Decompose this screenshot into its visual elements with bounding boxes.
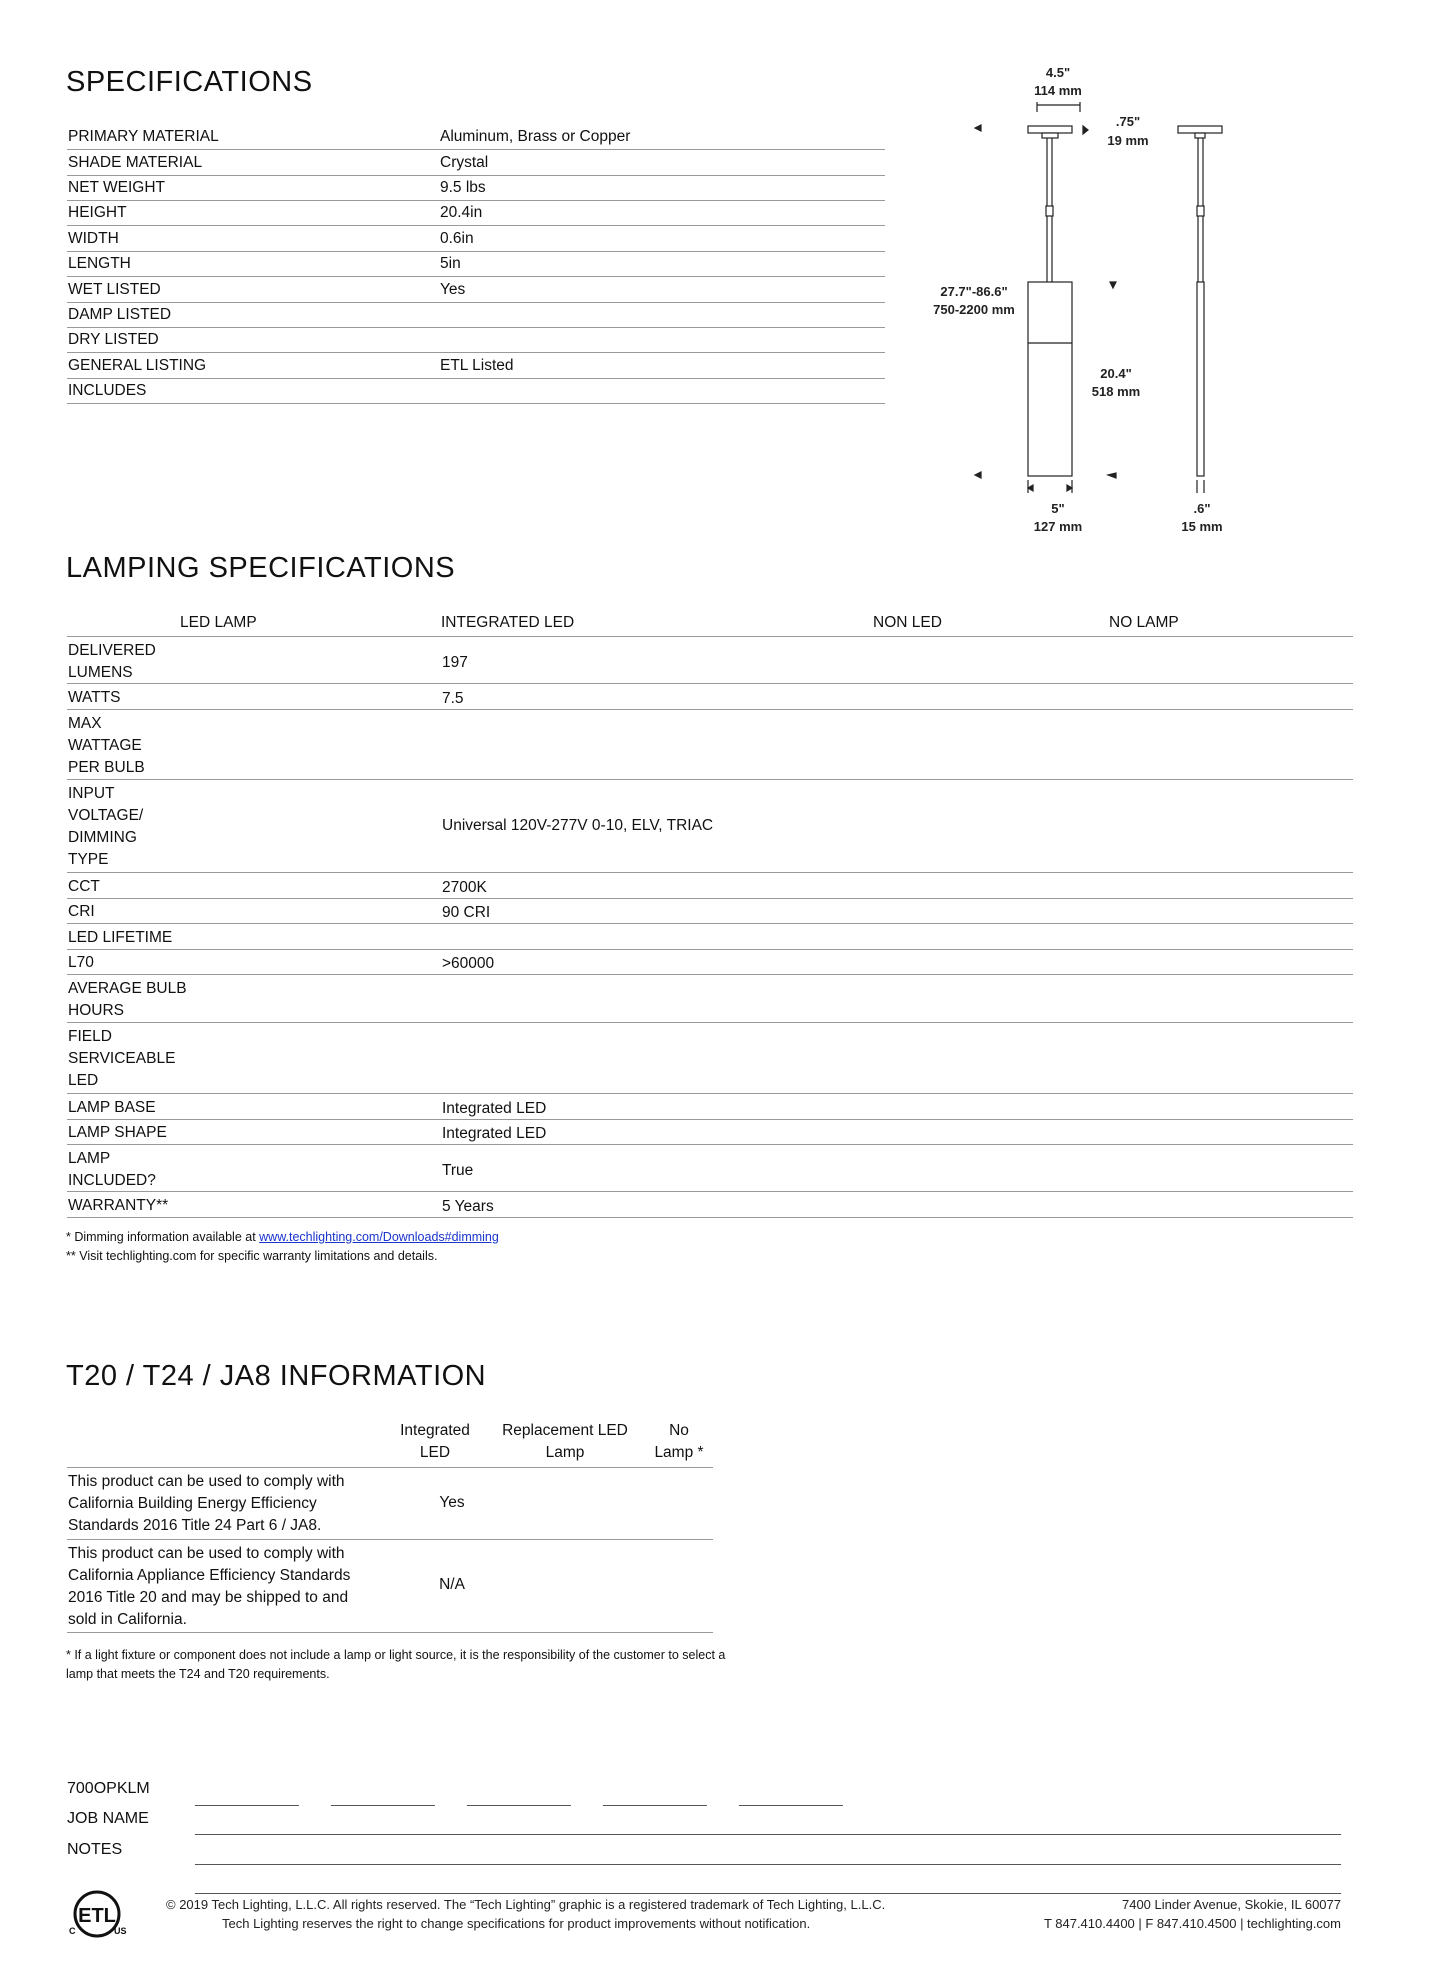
spec-label: LENGTH: [68, 255, 131, 272]
spec-row: [67, 277, 885, 303]
dimming-note: [66, 1230, 499, 1244]
overall-length-in: 27.7"-86.6": [940, 284, 1008, 299]
canopy-height-in: .75": [1115, 114, 1141, 129]
lamping-value: Universal 120V-277V 0-10, ELV, TRIAC: [442, 817, 714, 834]
lamping-row: [67, 637, 1353, 684]
lamping-row: [67, 1145, 1353, 1192]
etl-logo-mark: ETL: [78, 1905, 116, 1927]
part-number-field[interactable]: [603, 1805, 707, 1806]
lamping-header-led-lamp: LED LAMP: [180, 614, 257, 631]
body-width-in: 5": [1051, 501, 1065, 516]
pendant-body: [1028, 282, 1072, 476]
spec-row: [67, 226, 885, 252]
spec-label: GENERAL LISTING: [68, 357, 207, 374]
lamping-row: [67, 780, 1353, 873]
lamping-label: WATTS: [68, 689, 121, 706]
spec-row: [67, 327, 885, 353]
lamping-label: AVERAGE BULB HOURS: [68, 980, 187, 1019]
lamping-row: [67, 710, 1353, 780]
lamping-value: 90 CRI: [442, 904, 491, 921]
spec-value: 0.6in: [440, 230, 474, 247]
lamping-row: [67, 1119, 1353, 1145]
t20-row: [67, 1540, 713, 1633]
spec-value: 20.4in: [440, 204, 483, 221]
part-number-field[interactable]: [467, 1805, 571, 1806]
lamping-header-integrated-led: INTEGRATED LED: [441, 614, 575, 631]
body-depth-in: .6": [1193, 501, 1211, 516]
t20-header-integrated-led: Integrated LED: [400, 1422, 470, 1461]
lamping-row: [67, 1192, 1353, 1218]
body-height-in: 20.4": [1100, 366, 1132, 381]
t20-row-value: N/A: [439, 1576, 465, 1593]
etl-logo-us: US: [114, 1926, 127, 1936]
canopy-width-in: 4.5": [1045, 65, 1071, 80]
lamping-label: DELIVERED LUMENS: [68, 642, 156, 681]
spec-label: HEIGHT: [68, 204, 127, 221]
canopy-side: [1178, 126, 1222, 133]
lamping-label: WARRANTY**: [68, 1197, 169, 1214]
lamping-header-non-led: NON LED: [873, 614, 942, 631]
lamping-label: MAX WATTAGE PER BULB: [68, 715, 145, 776]
dimming-link[interactable]: www.techlighting.com/Downloads#dimming: [259, 1230, 499, 1244]
job-name-field[interactable]: [195, 1834, 1341, 1835]
lamping-label: LAMP BASE: [68, 1099, 156, 1116]
spec-row: [67, 200, 885, 226]
footer-rights: Tech Lighting reserves the right to change specifications for product improvements without notification.: [222, 1916, 811, 1931]
lamping-row: [67, 1094, 1353, 1120]
etl-logo-c: C: [69, 1926, 76, 1936]
lamping-row: [67, 949, 1353, 975]
lamping-row: [67, 873, 1353, 899]
lamping-label: L70: [68, 954, 94, 971]
lamping-row: [67, 1023, 1353, 1094]
lamping-value: Integrated LED: [442, 1125, 547, 1142]
spec-label: WIDTH: [68, 230, 119, 247]
spec-label: WET LISTED: [68, 281, 161, 298]
lamping-value: 7.5: [442, 690, 464, 707]
t20-row-value: Yes: [439, 1494, 465, 1511]
lamping-label: LAMP SHAPE: [68, 1124, 167, 1141]
t20-row-label: This product can be used to comply with California Building Energy Efficiency Standards 2016 Title 24 Part 6 / JA8.: [68, 1473, 345, 1534]
spec-row: [67, 150, 885, 176]
t20-header-replacement-led: Replacement LED Lamp: [502, 1422, 628, 1461]
t20-title: T20 / T24 / JA8 INFORMATION: [66, 1360, 487, 1392]
spec-label: INCLUDES: [68, 382, 147, 399]
lamping-label: CCT: [68, 878, 100, 895]
lamping-row: [67, 898, 1353, 924]
spec-value: 9.5 lbs: [440, 179, 486, 196]
t20-note: * If a light fixture or component does not include a lamp or light source, it is the responsibility of the customer to select a lamp that meets the T24 and T20 requirements.: [66, 1648, 726, 1681]
lamping-label: CRI: [68, 903, 95, 920]
spec-row: [67, 175, 885, 201]
dimension-diagram: [920, 60, 1240, 550]
lamping-header-no-lamp: NO LAMP: [1109, 614, 1179, 631]
spec-row: [67, 378, 885, 404]
body-height-mm: 518 mm: [1091, 384, 1141, 399]
dimming-note-text: * Dimming information available at: [66, 1230, 260, 1244]
footer-address: 7400 Linder Avenue, Skokie, IL 60077: [1121, 1897, 1341, 1912]
spec-row: [67, 124, 885, 150]
spec-label: DRY LISTED: [68, 331, 159, 348]
lamping-label: FIELD SERVICEABLE LED: [68, 1028, 176, 1089]
part-number-field[interactable]: [195, 1805, 299, 1806]
spec-label: NET WEIGHT: [68, 179, 166, 196]
footer-contact: T 847.410.4400 | F 847.410.4500 | techlighting.com: [1043, 1916, 1341, 1931]
canopy: [1028, 126, 1072, 133]
etl-listed-logo: [66, 1888, 128, 1940]
body-depth-mm: 15 mm: [1181, 519, 1223, 534]
spec-row: [67, 251, 885, 277]
lamping-row: [67, 975, 1353, 1023]
spec-value: ETL Listed: [440, 357, 514, 374]
part-number-field[interactable]: [331, 1805, 435, 1806]
spec-row: [67, 302, 885, 328]
body-width-mm: 127 mm: [1033, 519, 1083, 534]
spec-row: [67, 353, 885, 379]
lamping-value: 197: [442, 654, 468, 671]
spec-label: PRIMARY MATERIAL: [68, 128, 219, 145]
part-number-field[interactable]: [739, 1805, 843, 1806]
lamping-row: [67, 924, 1353, 950]
part-number: 700OPKLM: [67, 1780, 150, 1797]
canopy-height-mm: 19 mm: [1107, 133, 1149, 148]
spec-label: SHADE MATERIAL: [68, 154, 203, 171]
lamping-title: LAMPING SPECIFICATIONS: [66, 552, 456, 584]
canopy-width-mm: 114 mm: [1034, 83, 1082, 98]
notes-field[interactable]: [195, 1864, 1341, 1865]
lamping-value: True: [442, 1162, 474, 1179]
overall-length-mm: 750-2200 mm: [933, 302, 1015, 317]
notes-label: NOTES: [67, 1841, 123, 1858]
warranty-note: ** Visit techlighting.com for specific warranty limitations and details.: [66, 1249, 438, 1263]
lamping-value: >60000: [442, 955, 495, 972]
body-side: [1197, 282, 1204, 476]
spec-value: Aluminum, Brass or Copper: [440, 128, 631, 145]
job-name-label: JOB NAME: [67, 1810, 149, 1827]
t20-header-no-lamp: No Lamp *: [654, 1422, 704, 1461]
t20-row: [67, 1468, 713, 1540]
lamping-label: INPUT VOLTAGE/ DIMMING TYPE: [68, 785, 144, 868]
lamping-label: LED LIFETIME: [68, 929, 173, 946]
footer-copyright: © 2019 Tech Lighting, L.L.C. All rights reserved. The “Tech Lighting” graphic is a registered trademark of Tech Lighting, L.L.C.: [166, 1897, 886, 1912]
spec-value: 5in: [440, 255, 461, 272]
spec-value: Crystal: [440, 154, 489, 171]
specifications-title: SPECIFICATIONS: [66, 66, 313, 98]
lamping-value: 5 Years: [442, 1198, 494, 1215]
lamping-row: [67, 684, 1353, 710]
spec-value: Yes: [440, 281, 466, 298]
spec-label: DAMP LISTED: [68, 306, 172, 323]
notes-field[interactable]: [195, 1893, 1341, 1894]
lamping-value: 2700K: [442, 879, 487, 896]
lamping-label: LAMP INCLUDED?: [68, 1150, 156, 1189]
lamping-value: Integrated LED: [442, 1100, 547, 1117]
t20-row-label: This product can be used to comply with California Appliance Efficiency Standards 2016 Title 20 and may be shipped to and sold in California.: [68, 1545, 351, 1628]
